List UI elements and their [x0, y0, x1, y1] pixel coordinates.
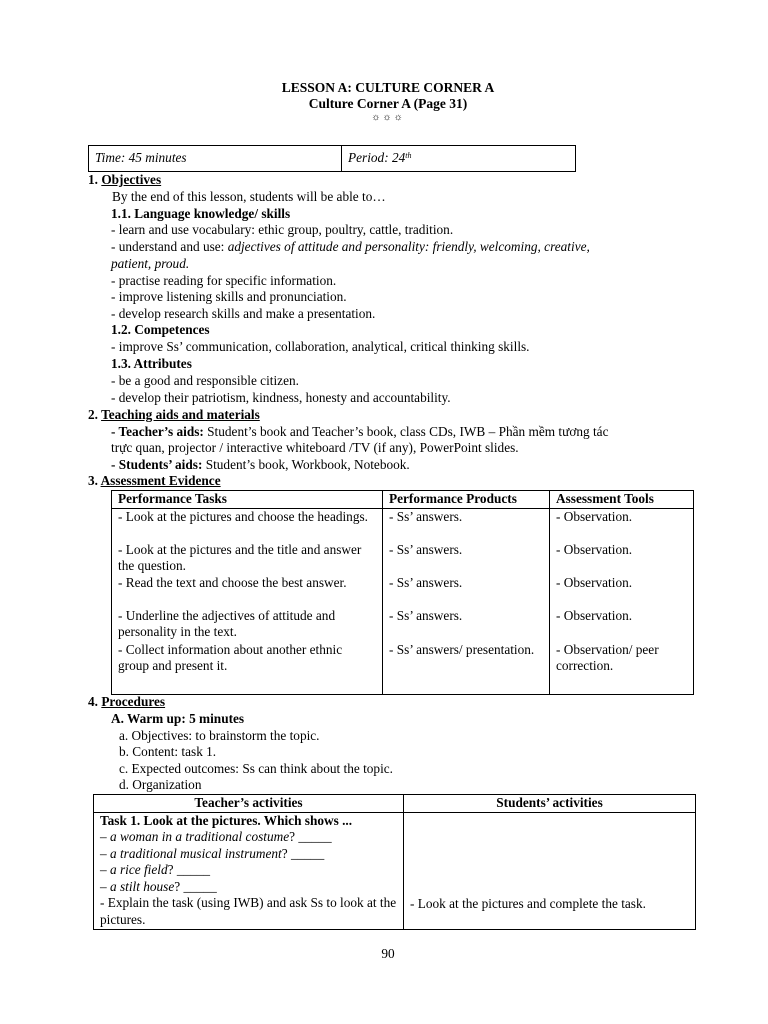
- attributes-heading: 1.3. Attributes: [111, 356, 192, 371]
- page-number: 90: [381, 946, 395, 961]
- table-row: - Read the text and choose the best answer.: [118, 574, 347, 590]
- warmup-content: b. Content: task 1.: [119, 744, 217, 759]
- table-row: - Underline the adjectives of attitude and personality in the text.: [118, 607, 336, 639]
- col-header-tasks: Performance Tasks: [112, 491, 383, 509]
- teacher-activities-cell: [94, 812, 404, 929]
- competence-item-1: - improve Ss’ communication, collaboration, analytical, critical thinking skills.: [111, 339, 530, 354]
- table-cell: - Ss’ answers.: [389, 574, 463, 590]
- aids-heading: 2. Teaching aids and materials: [88, 407, 260, 422]
- table-row: - Look at the pictures and the title and answer the question.: [118, 541, 362, 573]
- activities-table: [93, 794, 696, 930]
- student-aids: - Students’ aids: Student’s book, Workbook, Notebook.: [111, 457, 410, 472]
- lk-item-3: - practise reading for specific information.: [111, 273, 337, 288]
- period-sup: th: [405, 151, 412, 160]
- tools-cell: [550, 508, 694, 694]
- competences-heading: 1.2. Competences: [111, 322, 210, 337]
- question-2: – a traditional musical instrument? _____: [100, 845, 325, 861]
- time-period-table: [88, 145, 576, 172]
- teacher-aids: - Teacher’s aids: Student’s book and Teacher’s book, class CDs, IWB – Phần mềm tương tác: [111, 424, 609, 439]
- activities-body-row: [94, 812, 696, 929]
- col-header-tools: Assessment Tools: [550, 491, 694, 509]
- warmup-organization: d. Organization: [119, 777, 202, 792]
- student-activities-cell: [404, 812, 696, 929]
- warmup-heading: A. Warm up: 5 minutes: [111, 711, 245, 726]
- lesson-title: LESSON A: CULTURE CORNER A: [281, 80, 495, 95]
- objectives-intro: By the end of this lesson, students will be able to…: [112, 189, 386, 204]
- task-title: Task 1. Look at the pictures. Which shows ...: [100, 812, 353, 828]
- question-4: – a stilt house? _____: [100, 878, 217, 894]
- warmup-outcomes: c. Expected outcomes: Ss can think about the topic.: [119, 761, 393, 776]
- explain-task: - Explain the task (using IWB) and ask Ss to look at the pictures.: [100, 895, 397, 927]
- table-cell: - Observation/ peer correction.: [556, 641, 659, 673]
- period-text: Period: 24: [348, 150, 406, 165]
- col-header-products: Performance Products: [383, 491, 550, 509]
- attribute-item-1: - be a good and responsible citizen.: [111, 373, 299, 388]
- table-cell: - Ss’ answers.: [389, 541, 463, 557]
- warmup-objectives: a. Objectives: to brainstorm the topic.: [119, 728, 320, 743]
- table-row: - Look at the pictures and choose the headings.: [118, 508, 368, 524]
- table-cell: - Ss’ answers/ presentation.: [389, 641, 535, 657]
- objectives-heading: 1. Objectives: [88, 172, 162, 187]
- activities-header-row: [94, 795, 696, 813]
- attribute-item-2: - develop their patriotism, kindness, honesty and accountability.: [111, 390, 451, 405]
- lesson-subtitle: Culture Corner A (Page 31): [308, 96, 468, 111]
- table-cell: - Observation.: [556, 607, 633, 623]
- table-cell: - Observation.: [556, 508, 633, 524]
- lk-item-4: - improve listening skills and pronunciation.: [111, 289, 347, 304]
- procedures-heading: 4. Procedures: [88, 694, 166, 709]
- teacher-activities-header: Teacher’s activities: [94, 795, 404, 813]
- lk-item-1: - learn and use vocabulary: ethic group, poultry, cattle, tradition.: [111, 222, 454, 237]
- lk-item-5: - develop research skills and make a presentation.: [111, 306, 376, 321]
- assessment-table: [111, 490, 694, 695]
- lk-item-2: - understand and use: adjectives of attitude and personality: friendly, welcoming, creative,: [111, 239, 590, 254]
- ornament-icon: ☼☼☼: [371, 112, 405, 123]
- table-row: - Collect information about another ethnic group and present it.: [118, 641, 343, 673]
- table-cell: - Ss’ answers.: [389, 607, 463, 623]
- assessment-body-row: [112, 508, 694, 694]
- question-3: – a rice field? _____: [100, 862, 211, 877]
- lk-item-2-cont: patient, proud.: [111, 256, 190, 271]
- teacher-aids-cont: trực quan, projector / interactive whiteboard /TV (if any), PowerPoint slides.: [111, 440, 519, 455]
- table-cell: - Observation.: [556, 574, 633, 590]
- table-cell: - Ss’ answers.: [389, 508, 463, 524]
- table-cell: - Observation.: [556, 541, 633, 557]
- assessment-header-row: [112, 491, 694, 509]
- period-cell: [342, 146, 576, 172]
- student-response: - Look at the pictures and complete the task.: [410, 895, 646, 911]
- language-knowledge-heading: 1.1. Language knowledge/ skills: [111, 206, 291, 221]
- evidence-heading: 3. Assessment Evidence: [88, 473, 221, 488]
- student-activities-header: Students’ activities: [404, 795, 696, 813]
- time-cell: Time: 45 minutes: [89, 146, 342, 172]
- products-cell: [383, 508, 550, 694]
- tasks-cell: [112, 508, 383, 694]
- question-1: – a woman in a traditional costume? _____: [100, 829, 332, 844]
